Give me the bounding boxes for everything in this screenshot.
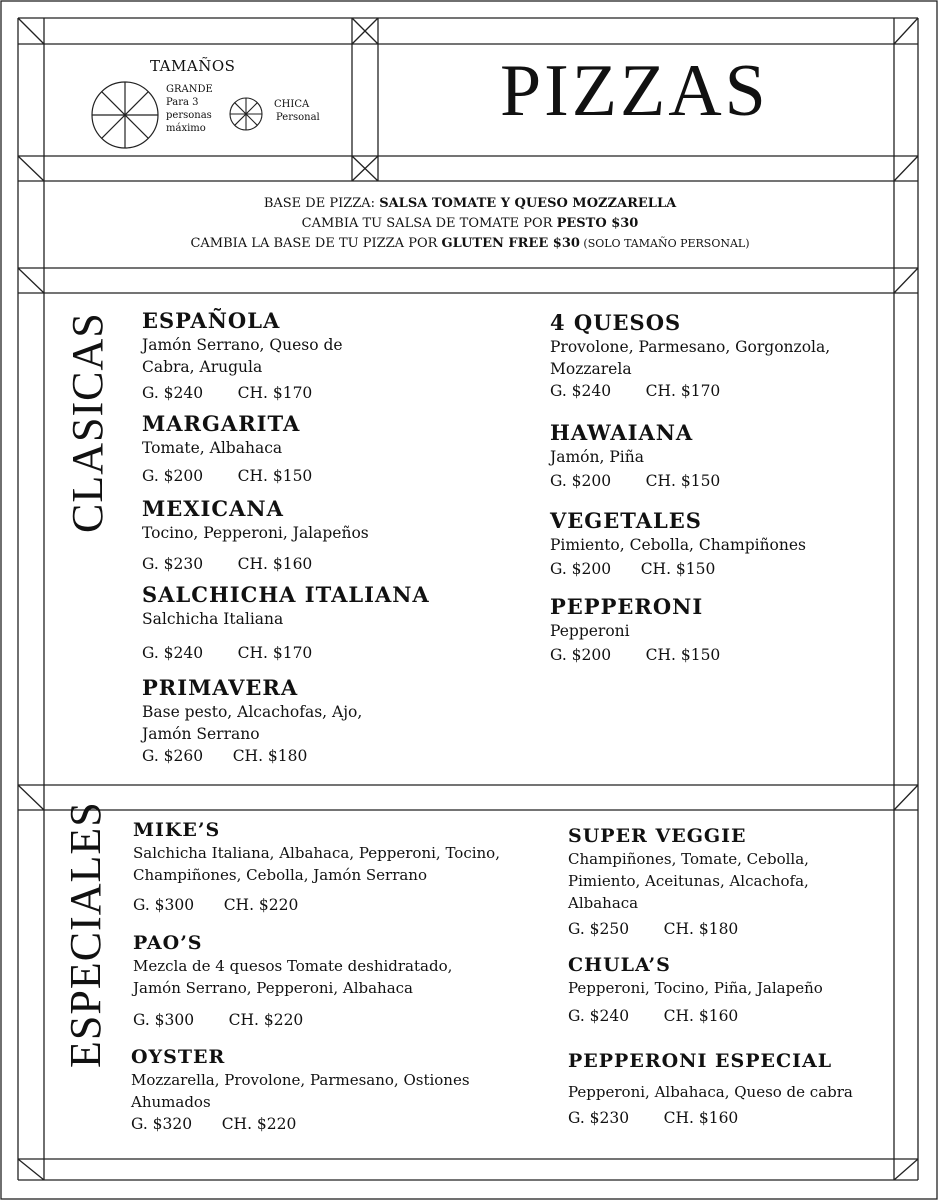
menu-item-hawaiana	[550, 420, 930, 492]
item-desc: Pimiento, Aceitunas, Alcachofa,	[568, 872, 809, 890]
item-price: G. $250 CH. $180	[568, 920, 739, 938]
item-name: CHULA’S	[568, 954, 671, 976]
base-line-2-prefix: CAMBIA TU SALSA DE TOMATE POR	[301, 216, 557, 231]
chica-sub: Personal	[276, 112, 320, 123]
item-name: HAWAIANA	[550, 420, 694, 445]
menu-item-espanola	[142, 308, 522, 404]
menu-item-vegetales	[550, 508, 930, 580]
item-desc: Albahaca	[568, 894, 639, 912]
menu-item-oyster	[131, 1045, 551, 1135]
menu-item-pepperoni-especial	[568, 1049, 888, 1129]
item-name: 4 QUESOS	[550, 310, 682, 335]
chica-title: CHICA	[274, 99, 310, 110]
item-desc: Mozzarela	[550, 360, 632, 378]
item-desc: Ahumados	[131, 1093, 211, 1111]
large-pizza-icon	[90, 80, 160, 150]
menu-item-margarita	[142, 411, 522, 487]
menu-item-primavera	[142, 675, 522, 767]
sizes-title: TAMAÑOS	[150, 57, 236, 75]
item-price: G. $230 CH. $160	[142, 555, 313, 573]
item-desc: Pepperoni	[550, 622, 630, 640]
grande-line2: personas	[166, 110, 212, 121]
menu-item-super-veggie	[568, 824, 888, 940]
base-line-2-bold: PESTO $30	[556, 216, 639, 231]
menu-item-chulas	[568, 953, 888, 1027]
especiales-section-label: ESPECIALES	[61, 801, 110, 1068]
item-desc: Pepperoni, Albahaca, Queso de cabra	[568, 1083, 853, 1101]
item-desc: Jamón, Piña	[550, 448, 644, 466]
item-name: SALCHICHA ITALIANA	[142, 582, 430, 607]
item-desc: Jamón Serrano	[142, 725, 260, 743]
item-price: G. $260 CH. $180	[142, 747, 308, 765]
item-price: G. $300 CH. $220	[133, 1011, 304, 1029]
menu-item-pepperoni	[550, 594, 930, 666]
base-line-3	[45, 234, 895, 254]
item-desc: Mezcla de 4 quesos Tomate deshidratado,	[133, 957, 453, 975]
menu-item-mikes	[133, 818, 553, 916]
item-desc: Champiñones, Tomate, Cebolla,	[568, 850, 809, 868]
item-desc: Base pesto, Alcachofas, Ajo,	[142, 703, 363, 721]
small-pizza-icon	[228, 96, 264, 132]
base-line-3-bold: GLUTEN FREE $30	[441, 236, 580, 251]
item-name: MEXICANA	[142, 496, 284, 521]
menu-item-mexicana	[142, 496, 522, 575]
item-desc: Salchicha Italiana	[142, 610, 284, 628]
item-desc: Mozzarella, Provolone, Parmesano, Ostiones	[131, 1071, 470, 1089]
item-price: G. $200 CH. $150	[550, 472, 721, 490]
item-name: PEPPERONI	[550, 594, 704, 619]
item-name: PEPPERONI ESPECIAL	[568, 1050, 833, 1072]
base-line-3-prefix: CAMBIA LA BASE DE TU PIZZA POR	[190, 236, 442, 251]
item-desc: Provolone, Parmesano, Gorgonzola,	[550, 338, 831, 356]
grande-line1: Para 3	[166, 97, 199, 108]
item-desc: Tocino, Pepperoni, Jalapeños	[142, 524, 369, 542]
item-desc: Jamón Serrano, Pepperoni, Albahaca	[133, 979, 413, 997]
menu-item-paos	[133, 931, 553, 1031]
base-info	[45, 194, 895, 254]
item-name: OYSTER	[131, 1046, 226, 1068]
base-line-1-bold: SALSA TOMATE Y QUESO MOZZARELLA	[379, 196, 677, 211]
item-price: G. $200 CH. $150	[550, 646, 721, 664]
base-line-1	[45, 194, 895, 214]
item-price: G. $240 CH. $170	[142, 384, 313, 402]
item-name: PRIMAVERA	[142, 675, 299, 700]
chica-label	[274, 98, 320, 124]
grande-label	[166, 83, 213, 135]
item-desc: Tomate, Albahaca	[142, 439, 283, 457]
item-desc: Salchicha Italiana, Albahaca, Pepperoni, Tocino,	[133, 844, 500, 862]
item-name: VEGETALES	[550, 508, 702, 533]
grande-title: GRANDE	[166, 84, 213, 95]
item-name: MARGARITA	[142, 411, 301, 436]
item-desc: Pimiento, Cebolla, Champiñones	[550, 536, 806, 554]
grande-line3: máximo	[166, 123, 206, 134]
item-price: G. $240 CH. $160	[568, 1007, 739, 1025]
menu-item-4-quesos	[550, 310, 930, 402]
item-desc: Pepperoni, Tocino, Piña, Jalapeño	[568, 979, 823, 997]
menu-item-salchicha-italiana	[142, 582, 522, 664]
item-price: G. $230 CH. $160	[568, 1109, 739, 1127]
item-desc: Champiñones, Cebolla, Jamón Serrano	[133, 866, 427, 884]
item-name: ESPAÑOLA	[142, 308, 281, 333]
base-line-1-prefix: BASE DE PIZZA:	[263, 196, 380, 211]
item-price: G. $200 CH. $150	[550, 560, 716, 578]
item-name: SUPER VEGGIE	[568, 825, 747, 847]
item-name: PAO’S	[133, 932, 203, 954]
item-desc: Jamón Serrano, Queso de	[142, 336, 343, 354]
base-line-2	[45, 214, 895, 234]
item-price: G. $320 CH. $220	[131, 1115, 297, 1133]
item-name: MIKE’S	[133, 819, 221, 841]
page-title: PIZZAS	[500, 50, 769, 132]
item-price: G. $240 CH. $170	[142, 644, 313, 662]
item-desc: Cabra, Arugula	[142, 358, 263, 376]
item-price: G. $240 CH. $170	[550, 382, 721, 400]
item-price: G. $300 CH. $220	[133, 896, 299, 914]
clasicas-section-label: CLASICAS	[63, 312, 112, 533]
base-line-3-suffix: (SOLO TAMAÑO PERSONAL)	[579, 237, 750, 250]
item-price: G. $200 CH. $150	[142, 467, 313, 485]
